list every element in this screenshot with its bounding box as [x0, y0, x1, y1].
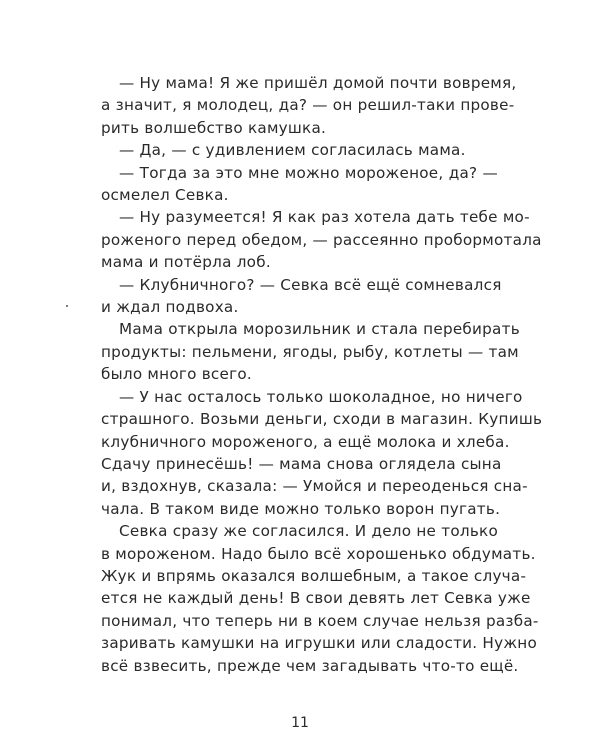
paragraph	[83, 318, 520, 385]
text-line: — Да, — с удивлением согласилась мама.	[119, 141, 466, 160]
text-line: — У нас осталось только шоколадное, но ничего	[119, 387, 523, 406]
text-line: клубничного мороженого, а ещё молока и хлеба.	[101, 432, 510, 451]
body-text	[83, 72, 543, 677]
page-number: 11	[291, 715, 309, 731]
print-speck	[66, 305, 68, 307]
text-line: и, вздохнув, сказала: — Умойся и переоденься сна-	[101, 477, 528, 496]
text-line: — Клубничного? — Севка всё ещё сомневался	[119, 275, 502, 294]
text-line: Севка сразу же согласился. И дело не только	[119, 522, 498, 541]
text-line: рить волшебство камушка.	[101, 118, 327, 137]
paragraph	[83, 162, 498, 207]
paragraph	[83, 206, 542, 273]
text-line: ется не каждый день! В свои девять лет Севка уже	[101, 589, 531, 608]
text-line: в мороженом. Надо было всё хорошенько обдумать.	[101, 544, 536, 563]
text-line: понимал, что теперь ни в коем случае нельзя разба-	[101, 611, 539, 630]
text-line: — Ну разумеется! Я как раз хотела дать тебе мо-	[119, 208, 530, 227]
paragraph	[83, 72, 517, 139]
text-line: — Тогда за это мне можно мороженое, да? —	[119, 163, 498, 182]
text-line: было много всего.	[101, 365, 252, 384]
paragraph	[83, 520, 539, 677]
text-line: всё взвесить, прежде чем загадывать что-то ещё.	[101, 656, 519, 675]
text-line: заривать камушки на игрушки или сладости. Нужно	[101, 634, 537, 653]
text-line: Мама открыла морозильник и стала перебирать	[119, 320, 520, 339]
text-line: Сдачу принесёшь! — мама снова оглядела сына	[101, 454, 502, 473]
paragraph	[83, 139, 498, 161]
text-line: — Ну мама! Я же пришёл домой почти вовремя,	[119, 74, 517, 92]
text-line: осмелел Севка.	[101, 186, 229, 205]
text-line: Жук и впрямь оказался волшебным, а такое случа-	[101, 566, 527, 585]
text-line: страшного. Возьми деньги, сходи в магазин. Купишь	[101, 410, 543, 429]
paragraph	[83, 386, 543, 520]
text-line: а значит, я молодец, да? — он решил-таки прове-	[101, 96, 515, 115]
text-line: мама и потёрла лоб.	[101, 253, 271, 272]
text-line: чала. В таком виде можно только ворон пугать.	[101, 499, 501, 518]
paragraph	[83, 274, 502, 319]
text-line: продукты: пельмени, ягоды, рыбу, котлеты — там	[101, 342, 519, 361]
text-line: роженого перед обедом, — рассеянно пробормотала	[101, 230, 542, 249]
text-line: и ждал подвоха.	[101, 298, 239, 317]
